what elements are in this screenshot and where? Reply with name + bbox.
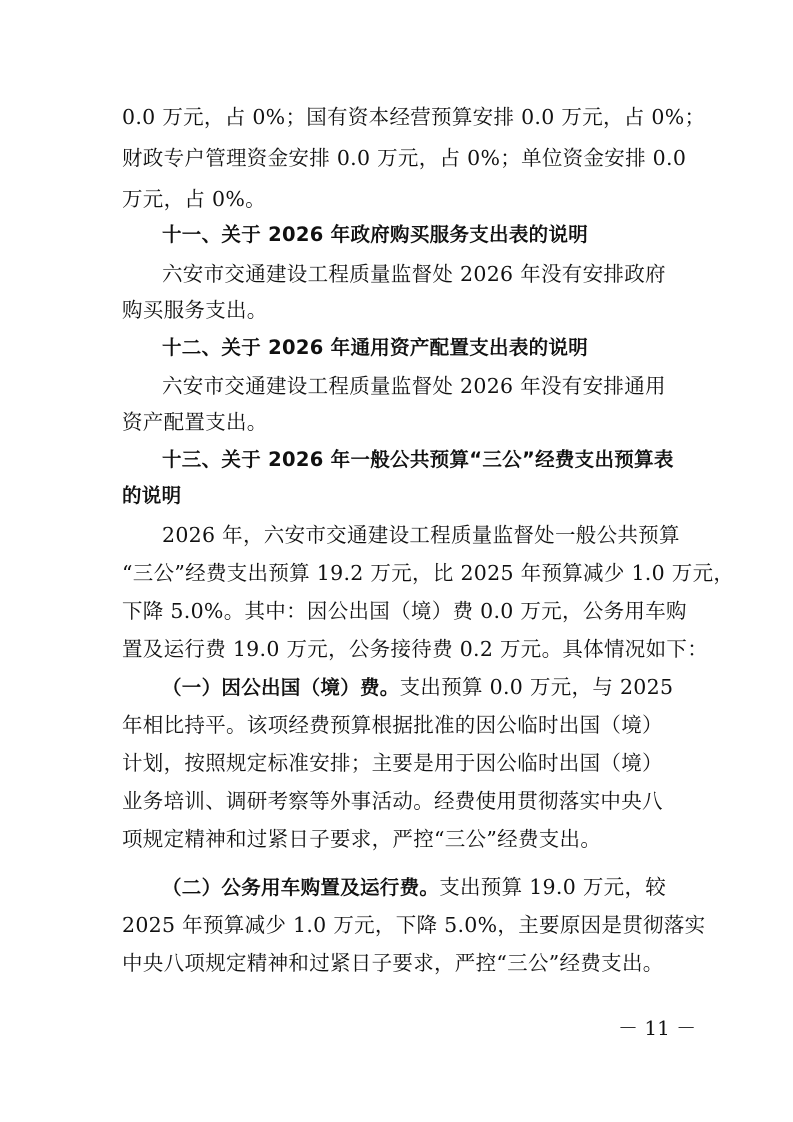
body-text-line: 0.0 万元，占 0%；国有资本经营预算安排 0.0 万元，占 0%； [122, 105, 706, 129]
body-text-line: 下降 5.0%。其中：因公出国（境）费 0.0 万元，公务用车购 [122, 599, 687, 623]
body-text-line: 业务培训、调研考察等外事活动。经费使用贯彻落实中央八 [122, 789, 663, 813]
body-text-line: 年相比持平。该项经费预算根据批准的因公临时出国（境） [122, 713, 663, 737]
body-text-line: 财政专户管理资金安排 0.0 万元，占 0%；单位资金安排 0.0 [122, 146, 687, 170]
body-text-line: 计划，按照规定标准安排；主要是用于因公临时出国（境） [122, 751, 663, 775]
subsection-paragraph-2 [162, 873, 682, 902]
body-text-line: 资产配置支出。 [122, 410, 268, 434]
body-text-span: 支出预算 0.0 万元，与 2025 [399, 675, 674, 699]
body-text-line: 2026 年，六安市交通建设工程质量监督处一般公共预算 [162, 523, 680, 547]
body-text-line: “三公”经费支出预算 19.2 万元，比 2025 年预算减少 1.0 万元， [122, 561, 735, 585]
body-text-line: 中央八项规定精神和过紧日子要求，严控“三公”经费支出。 [122, 951, 664, 975]
body-text-line: 六安市交通建设工程质量监督处 2026 年没有安排通用 [162, 374, 666, 398]
body-text-line: 六安市交通建设工程质量监督处 2026 年没有安排政府 [162, 262, 666, 286]
body-text-line: 购买服务支出。 [122, 298, 268, 322]
body-text-line: 置及运行费 19.0 万元，公务接待费 0.2 万元。具体情况如下： [122, 637, 709, 661]
section-heading-13: 十三、关于 2026 年一般公共预算“三公”经费支出预算表 [162, 448, 674, 471]
body-text-line: 项规定精神和过紧日子要求，严控“三公”经费支出。 [122, 827, 602, 851]
section-heading-11: 十一、关于 2026 年政府购买服务支出表的说明 [162, 223, 589, 246]
page-number: － 11 － [618, 1016, 697, 1040]
body-text-span: 支出预算 19.0 万元，较 [439, 875, 667, 899]
section-heading-13-cont: 的说明 [122, 484, 182, 507]
body-text-line: 万元，占 0%。 [122, 187, 266, 211]
subsection-paragraph-1 [162, 673, 682, 702]
section-heading-12: 十二、关于 2026 年通用资产配置支出表的说明 [162, 336, 589, 359]
body-text-line: 2025 年预算减少 1.0 万元，下降 5.0%，主要原因是贯彻落实 [122, 913, 706, 937]
subsection-heading-1: （一）因公出国（境）费。 [162, 676, 400, 699]
subsection-heading-2: （二）公务用车购置及运行费。 [162, 876, 440, 899]
